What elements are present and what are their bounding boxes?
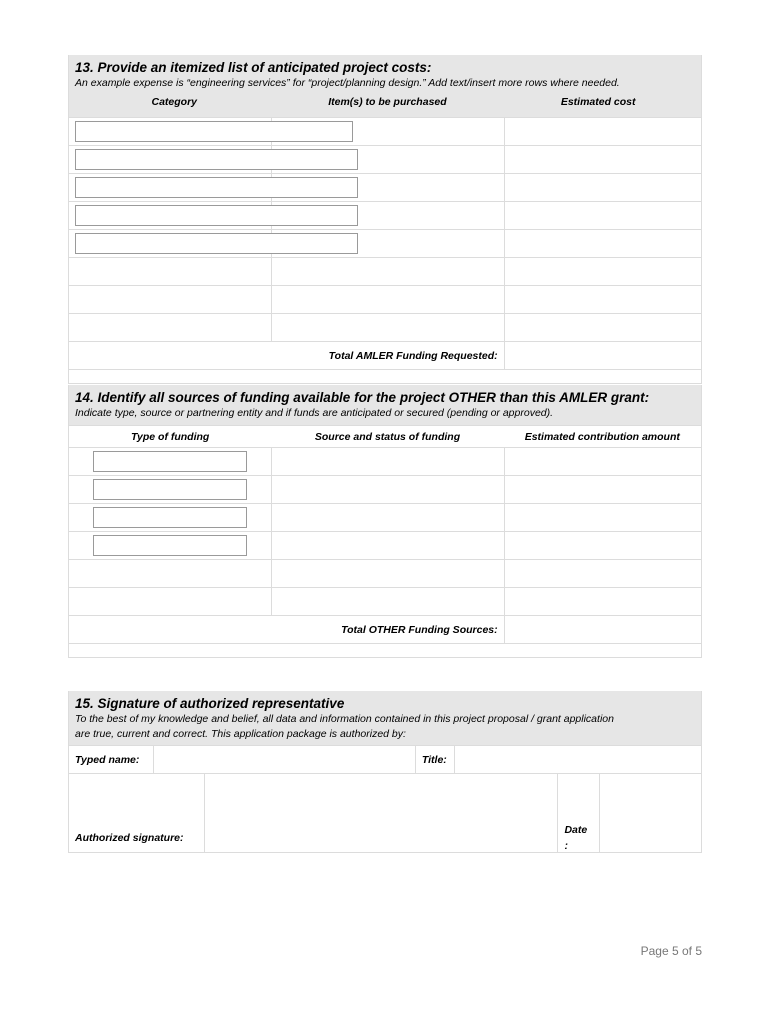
funding-type-input[interactable] [93, 535, 247, 556]
table-row [69, 145, 701, 173]
table-row [69, 587, 701, 615]
column-header-contribution-amount: Estimated contribution amount [524, 430, 680, 443]
total-amler-label: Total AMLER Funding Requested: [328, 350, 498, 362]
section-spacer [69, 643, 701, 657]
signature-row [69, 773, 701, 852]
date-label-cell [557, 774, 599, 852]
section-14 [68, 385, 702, 658]
page-number: Page 5 of 5 [640, 944, 702, 958]
table-row [69, 475, 701, 503]
total-other-label: Total OTHER Funding Sources: [341, 624, 498, 636]
table-row [69, 447, 701, 475]
section-14-header [69, 385, 701, 425]
category-input[interactable] [75, 233, 358, 254]
section-spacer [69, 369, 701, 383]
column-header-items: Item(s) to be purchased [328, 96, 447, 108]
typed-name-field[interactable] [153, 746, 415, 773]
total-other-row [69, 615, 701, 643]
category-input[interactable] [75, 149, 358, 170]
column-header-source-status: Source and status of funding [314, 430, 461, 443]
total-other-value[interactable] [504, 616, 701, 643]
title-field[interactable] [454, 746, 701, 773]
section-14-title: 14. Identify all sources of funding available for the project OTHER than this AMLER grant: [75, 390, 650, 405]
category-input[interactable] [75, 121, 353, 142]
total-amler-row [69, 341, 701, 369]
column-header-type-of-funding: Type of funding [131, 430, 210, 443]
table-row [69, 173, 701, 201]
section-13-header [69, 55, 701, 117]
date-label: Date : [564, 824, 588, 852]
table-row [69, 503, 701, 531]
section-15-header [69, 691, 701, 745]
table-row [69, 117, 701, 145]
column-header-estimated-cost: Estimated cost [560, 96, 636, 108]
table-row [69, 559, 701, 587]
signature-field[interactable] [204, 774, 558, 852]
funding-type-input[interactable] [93, 479, 247, 500]
signature-label: Authorized signature: [75, 832, 184, 844]
section-13 [68, 55, 702, 384]
date-field[interactable] [599, 774, 701, 852]
table-row [69, 229, 701, 257]
category-input[interactable] [75, 177, 358, 198]
section-14-description: Indicate type, source or partnering entity and if funds are anticipated or secured (pending or approved). [75, 407, 554, 419]
section-15-description-line1: To the best of my knowledge and belief, all data and information contained in this project proposal / grant application [75, 713, 614, 725]
section-15 [68, 691, 702, 853]
section-14-column-headers [69, 425, 701, 447]
section-13-column-headers [75, 91, 695, 113]
section-13-description: An example expense is “engineering services” for “project/planning design.” Add text/insert more rows where needed. [75, 77, 620, 89]
section-15-description-line2: are true, current and correct. This application package is authorized by: [75, 728, 406, 740]
category-input[interactable] [75, 205, 358, 226]
table-row [69, 531, 701, 559]
total-amler-value[interactable] [504, 342, 701, 369]
table-row [69, 257, 701, 285]
typed-name-label: Typed name: [75, 754, 140, 766]
title-label: Title: [415, 746, 454, 773]
table-row [69, 285, 701, 313]
section-13-title: 13. Provide an itemized list of anticipated project costs: [75, 60, 432, 75]
signature-label-cell [69, 774, 204, 852]
column-header-category: Category [151, 96, 198, 108]
section-15-title: 15. Signature of authorized representative [75, 696, 345, 711]
funding-type-input[interactable] [93, 451, 247, 472]
funding-type-input[interactable] [93, 507, 247, 528]
table-row [69, 201, 701, 229]
typed-name-row [69, 745, 701, 773]
table-row [69, 313, 701, 341]
